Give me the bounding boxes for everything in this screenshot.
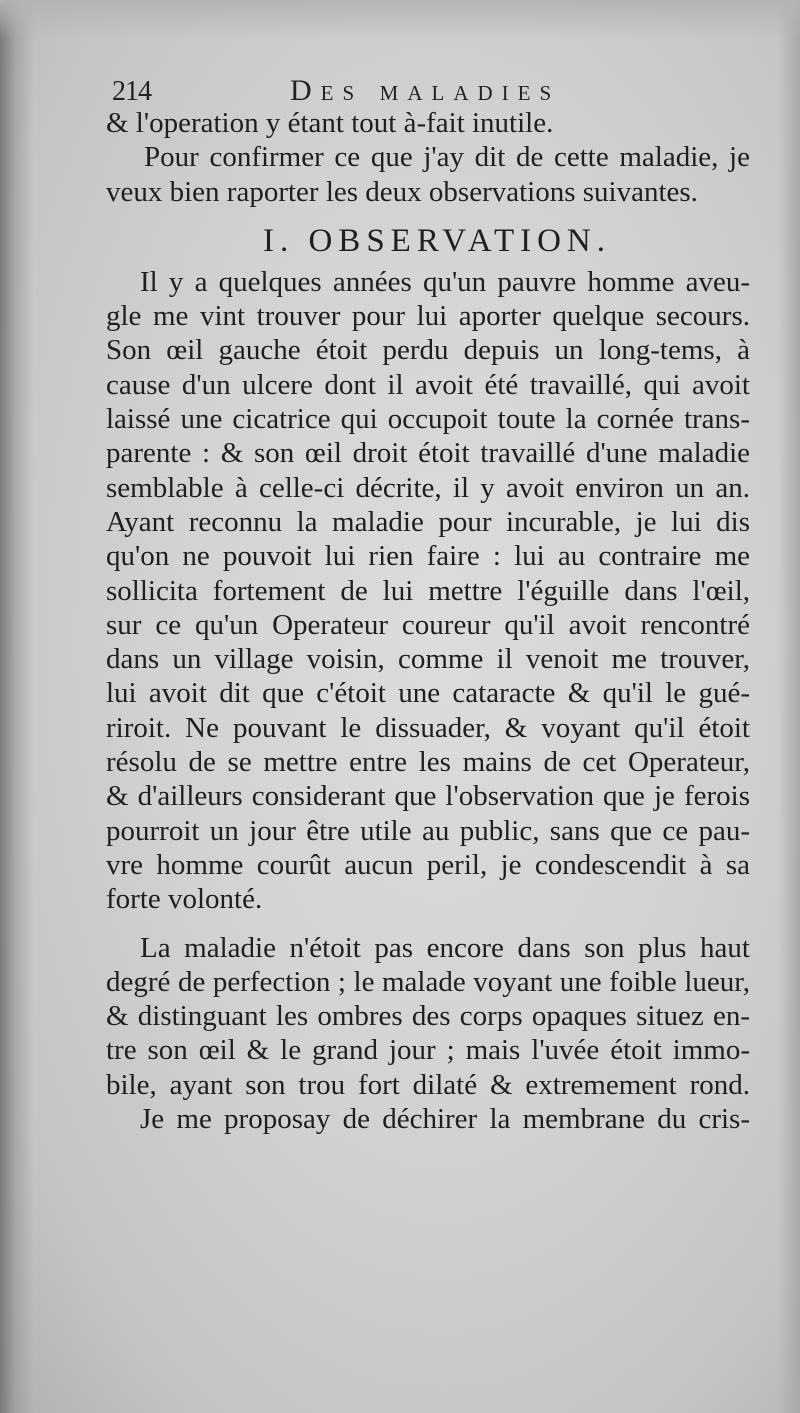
text-line: Son œil gauche étoit perdu depuis un long-tems, à — [106, 334, 750, 367]
text-line: sur ce qu'un Operateur coureur qu'il avoit rencontré — [106, 608, 750, 641]
page-edge-shadow — [778, 0, 800, 1413]
text-line: bile, ayant son trou fort dilaté & extremement rond. — [106, 1068, 750, 1101]
paragraph-gap — [106, 917, 750, 931]
text-line: semblable à celle-ci décrite, il y avoit environ un an. — [106, 471, 750, 504]
text-line: riroit. Ne pouvant le dissuader, & voyant qu'il étoit — [106, 711, 750, 744]
text-line: Pour confirmer ce que j'ay dit de cette maladie, je — [144, 141, 750, 174]
text-line: & d'ailleurs considerant que l'observation que je ferois — [106, 780, 750, 813]
text-line: lui avoit dit que c'étoit une cataracte & qu'il le gué- — [106, 677, 750, 710]
body-text — [106, 106, 750, 1136]
text-line: parente : & son œil droit étoit travaillé d'une maladie — [106, 437, 750, 470]
text-line: cause d'un ulcere dont il avoit été travaillé, qui avoit — [106, 368, 750, 401]
text-line: forte volonté. — [106, 883, 263, 916]
text-line: Il y a quelques années qu'un pauvre homme aveu- — [140, 265, 750, 298]
text-line: pourroit un jour être utile au public, sans que ce pau- — [106, 814, 750, 847]
top-edge-shadow — [0, 0, 800, 40]
text-line: sollicita fortement de lui mettre l'éguille dans l'œil, — [106, 574, 750, 607]
text-line: dans un village voisin, comme il venoit me trouver, — [106, 643, 750, 676]
text-line: degré de perfection ; le malade voyant une foible lueur, — [106, 965, 750, 998]
text-line: résolu de se mettre entre les mains de cet Operateur, — [106, 746, 750, 779]
section-heading: I. OBSERVATION. — [262, 222, 612, 259]
text-line: Je me proposay de déchirer la membrane du cris- — [140, 1103, 750, 1136]
text-line: & l'operation y étant tout à-fait inutile. — [106, 107, 554, 139]
text-line: tre son œil & le grand jour ; mais l'uvée étoit immo- — [106, 1034, 750, 1067]
text-line: laissé une cicatrice qui occupoit toute la cornée trans- — [106, 403, 750, 436]
text-line: Ayant reconnu la maladie pour incurable, je lui dis — [106, 505, 750, 538]
text-line: vre homme courût aucun peril, je condescendit à sa — [106, 848, 750, 881]
running-head: Des maladies — [290, 74, 561, 107]
text-line: gle me vint trouver pour lui aporter quelque secours. — [106, 300, 750, 333]
text-line: & distinguant les ombres des corps opaques situez en- — [106, 1000, 750, 1033]
text-line: veux bien raporter les deux observations suivantes. — [106, 175, 698, 208]
text-line: qu'on ne pouvoit lui rien faire : lui au contraire me — [106, 540, 750, 573]
page-number: 214 — [112, 76, 151, 107]
spine-shadow — [0, 0, 34, 1413]
text-line: La maladie n'étoit pas encore dans son plus haut — [140, 931, 750, 964]
